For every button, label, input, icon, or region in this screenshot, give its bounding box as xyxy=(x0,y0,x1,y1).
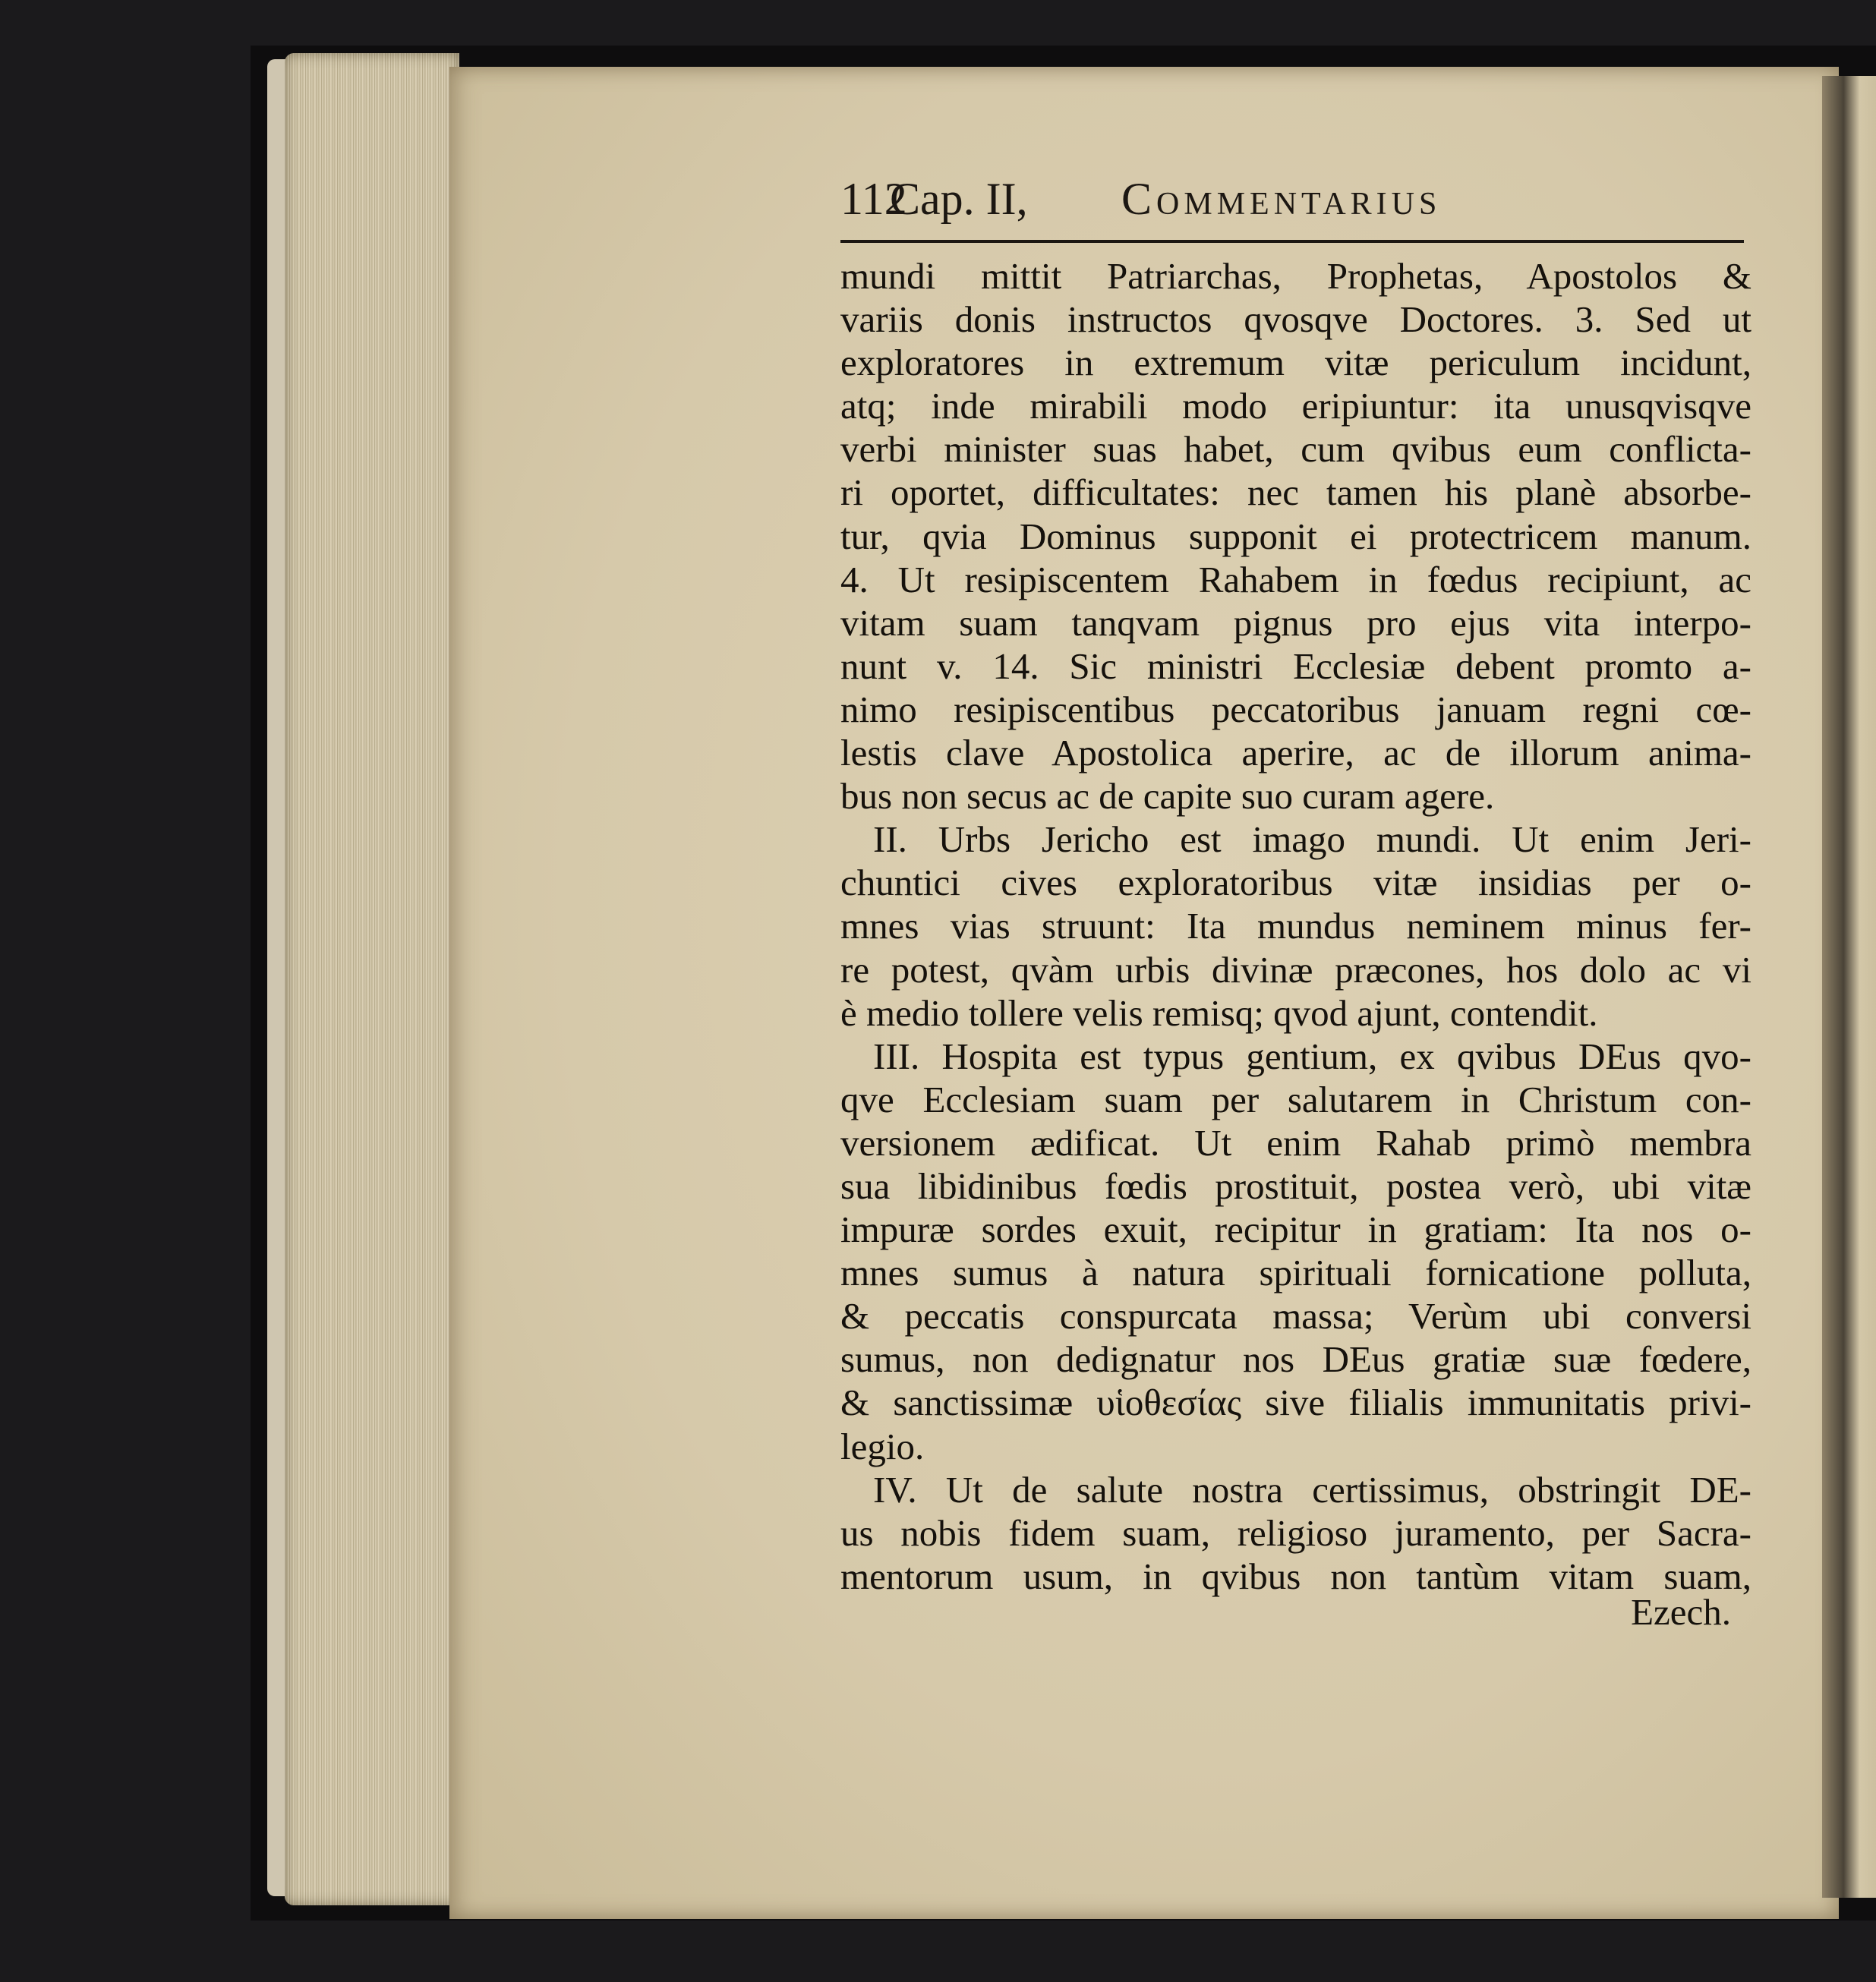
chapter-label: Cap. II, xyxy=(890,174,1028,224)
header-rule xyxy=(840,240,1744,243)
section-line: IV. Ut de salute nostra certissimus, obstringit DE- xyxy=(873,1468,1751,1511)
text-line: & sanctissimæ υἱοθεσίας sive filialis immunitatis privi- xyxy=(840,1382,1751,1424)
text-line: è medio tollere velis remisq; qvod ajunt, contendit. xyxy=(840,991,1598,1034)
section-line: II. Urbs Jericho est imago mundi. Ut enim Jeri- xyxy=(873,818,1751,861)
text-line: bus non secus ac de capite suo curam agere. xyxy=(840,775,1495,818)
page-fore-edge xyxy=(285,53,459,1905)
running-header xyxy=(840,173,1748,234)
text-line: & peccatis conspurcata massa; Verùm ubi conversi xyxy=(840,1295,1751,1338)
text-line: vitam suam tanqvam pignus pro ejus vita interpo- xyxy=(840,601,1751,644)
text-line: versionem ædificat. Ut enim Rahab primò membra xyxy=(840,1121,1751,1164)
text-line: chuntici cives exploratoribus vitæ insidias per o- xyxy=(840,862,1751,904)
running-title: Commentarius xyxy=(1121,174,1442,224)
text-line: nunt v. 14. Sic ministri Ecclesiæ debent promto a- xyxy=(840,644,1751,687)
book-gutter xyxy=(1822,76,1876,1898)
text-line: impuræ sordes exuit, recipitur in gratiam: Ita nos o- xyxy=(840,1208,1751,1251)
text-line: nimo resipiscentibus peccatoribus januam regni cœ- xyxy=(840,688,1751,730)
text-line: verbi minister suas habet, cum qvibus eum conflicta- xyxy=(840,428,1751,471)
text-line: tur, qvia Dominus supponit ei protectricem manum. xyxy=(840,515,1751,557)
text-line: qve Ecclesiam suam per salutarem in Christum con- xyxy=(840,1078,1751,1120)
text-line: mnes vias struunt: Ita mundus neminem minus fer- xyxy=(840,905,1751,947)
text-line: 4. Ut resipiscentem Rahabem in fœdus recipiunt, ac xyxy=(840,558,1751,600)
text-line: legio. xyxy=(840,1425,925,1467)
text-line: lestis clave Apostolica aperire, ac de illorum anima- xyxy=(840,732,1751,774)
body-text xyxy=(840,254,1751,1598)
text-line: sumus, non dedignatur nos DEus gratiæ suæ fœdere, xyxy=(840,1338,1751,1381)
text-line: mentorum usum, in qvibus non tantùm vitam suam, xyxy=(840,1555,1751,1597)
text-line: ri oportet, difficultates: nec tamen his planè absorbe- xyxy=(840,471,1751,514)
text-line: mundi mittit Patriarchas, Prophetas, Apostolos & xyxy=(840,255,1751,297)
page-number: 112 xyxy=(840,174,907,224)
text-line: sua libidinibus fœdis prostituit, postea verò, ubi vitæ xyxy=(840,1164,1751,1207)
text-line: atq; inde mirabili modo eripiuntur: ita unusqvisqve xyxy=(840,385,1751,427)
catchword: Ezech. xyxy=(1631,1591,1731,1633)
text-line: us nobis fidem suam, religioso juramento, per Sacra- xyxy=(840,1511,1751,1554)
text-line: re potest, qvàm urbis divinæ præcones, hos dolo ac vi xyxy=(840,948,1751,991)
text-line: mnes sumus à natura spirituali fornicatione polluta, xyxy=(840,1252,1751,1294)
section-line: III. Hospita est typus gentium, ex qvibus DEus qvo- xyxy=(873,1035,1751,1077)
text-line: variis donis instructos qvosqve Doctores. 3. Sed ut xyxy=(840,298,1751,341)
text-line: exploratores in extremum vitæ periculum incidunt, xyxy=(840,342,1751,384)
